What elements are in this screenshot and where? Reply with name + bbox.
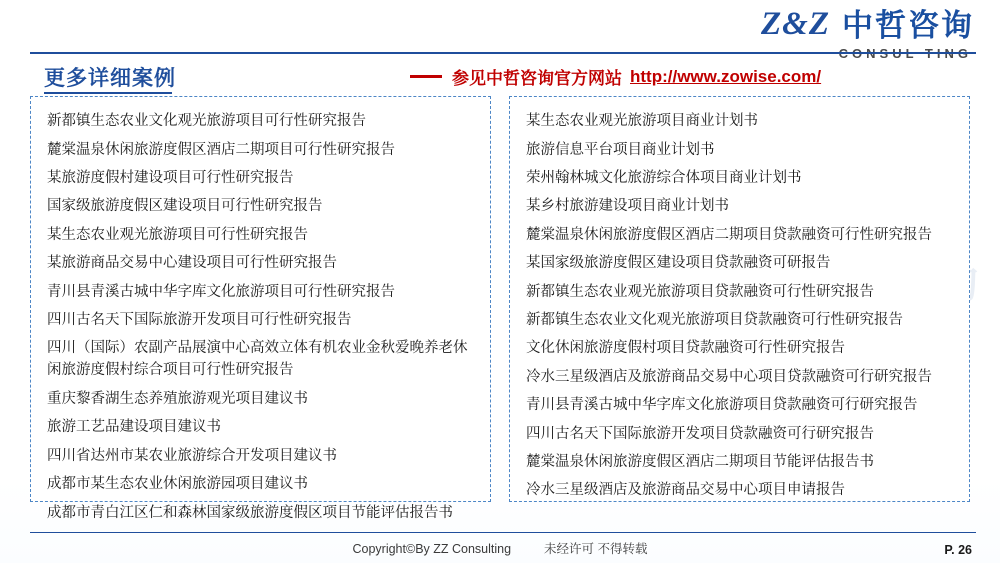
list-item: 新都镇生态农业观光旅游项目贷款融资可行性研究报告 xyxy=(526,283,874,300)
list-item: 旅游信息平台项目商业计划书 xyxy=(526,141,715,158)
list-item: 冷水三星级酒店及旅游商品交易中心项目贷款融资可行研究报告 xyxy=(526,368,932,385)
logo-mark: Z&Z xyxy=(761,6,830,42)
list-item: 某国家级旅游度假区建设项目贷款融资可研报告 xyxy=(526,255,831,272)
footer-copyright: Copyright©By ZZ Consulting xyxy=(352,542,512,556)
list-item: 四川省达州市某农业旅游综合开发项目建议书 xyxy=(47,447,337,464)
left-case-list xyxy=(45,107,476,527)
logo-company-name: 中哲咨询 xyxy=(842,8,974,43)
right-case-list xyxy=(524,107,955,505)
dash-icon xyxy=(410,75,442,78)
list-item: 成都市某生态农业休闲旅游园项目建议书 xyxy=(47,476,308,493)
website-note xyxy=(410,64,821,89)
footer-divider xyxy=(30,532,976,533)
list-item: 冷水三星级酒店及旅游商品交易中心项目申请报告 xyxy=(526,482,845,499)
list-item: 某旅游度假村建设项目可行性研究报告 xyxy=(47,170,294,186)
footer xyxy=(0,539,1000,557)
list-item: 重庆黎香湖生态养殖旅游观光项目建议书 xyxy=(47,390,308,407)
list-item: 某生态农业观光旅游项目可行性研究报告 xyxy=(47,226,308,243)
list-item: 新都镇生态农业文化观光旅游项目贷款融资可行性研究报告 xyxy=(526,312,903,329)
page-title: 更多详细案例 xyxy=(44,67,176,90)
list-item: 青川县青溪古城中华字库文化旅游项目可行性研究报告 xyxy=(47,283,395,300)
list-item: 某旅游商品交易中心建设项目可行性研究报告 xyxy=(47,255,337,272)
list-item: 成都市青白江区仁和森林国家级旅游度假区项目节能评估报告书 xyxy=(47,504,453,521)
list-item: 麓棠温泉休闲旅游度假区酒店二期项目可行性研究报告 xyxy=(47,141,395,158)
logo-row xyxy=(761,8,974,41)
list-item: 某乡村旅游建设项目商业计划书 xyxy=(526,198,729,215)
list-item: 四川古名天下国际旅游开发项目可行性研究报告 xyxy=(47,312,352,329)
list-item: 文化休闲旅游度假村项目贷款融资可行性研究报告 xyxy=(526,340,845,357)
list-item: 青川县青溪古城中华字库文化旅游项目贷款融资可行研究报告 xyxy=(526,397,918,414)
list-item: 某生态农业观光旅游项目商业计划书 xyxy=(526,113,758,130)
page-number: P. 26 xyxy=(944,543,972,557)
list-item: 新都镇生态农业文化观光旅游项目可行性研究报告 xyxy=(47,113,366,130)
list-item: 麓棠温泉休闲旅游度假区酒店二期项目贷款融资可行性研究报告 xyxy=(526,226,932,243)
list-item: 麓棠温泉休闲旅游度假区酒店二期项目节能评估报告书 xyxy=(526,454,874,471)
list-item: 旅游工艺品建设项目建议书 xyxy=(47,419,221,436)
header-divider xyxy=(30,52,976,54)
case-list-panels xyxy=(30,96,970,521)
list-item: 四川古名天下国际旅游开发项目贷款融资可行研究报告 xyxy=(526,425,874,442)
list-item: 荣州翰林城文化旅游综合体项目商业计划书 xyxy=(526,170,802,186)
page-title-underline xyxy=(44,92,172,94)
footer-notice: 未经许可 不得转载 xyxy=(544,542,648,556)
website-url-link[interactable]: http://www.zowise.com/ xyxy=(630,66,822,86)
website-note-label: 参见中哲咨询官方网站 xyxy=(452,69,622,88)
left-case-panel xyxy=(30,96,491,521)
list-item: 四川（国际）农副产品展演中心高效立体有机农业金秋爱晚养老休闲旅游度假村综合项目可行性研究报告 xyxy=(47,340,468,379)
list-item: 国家级旅游度假区建设项目可行性研究报告 xyxy=(47,198,323,215)
right-case-panel xyxy=(509,96,970,502)
